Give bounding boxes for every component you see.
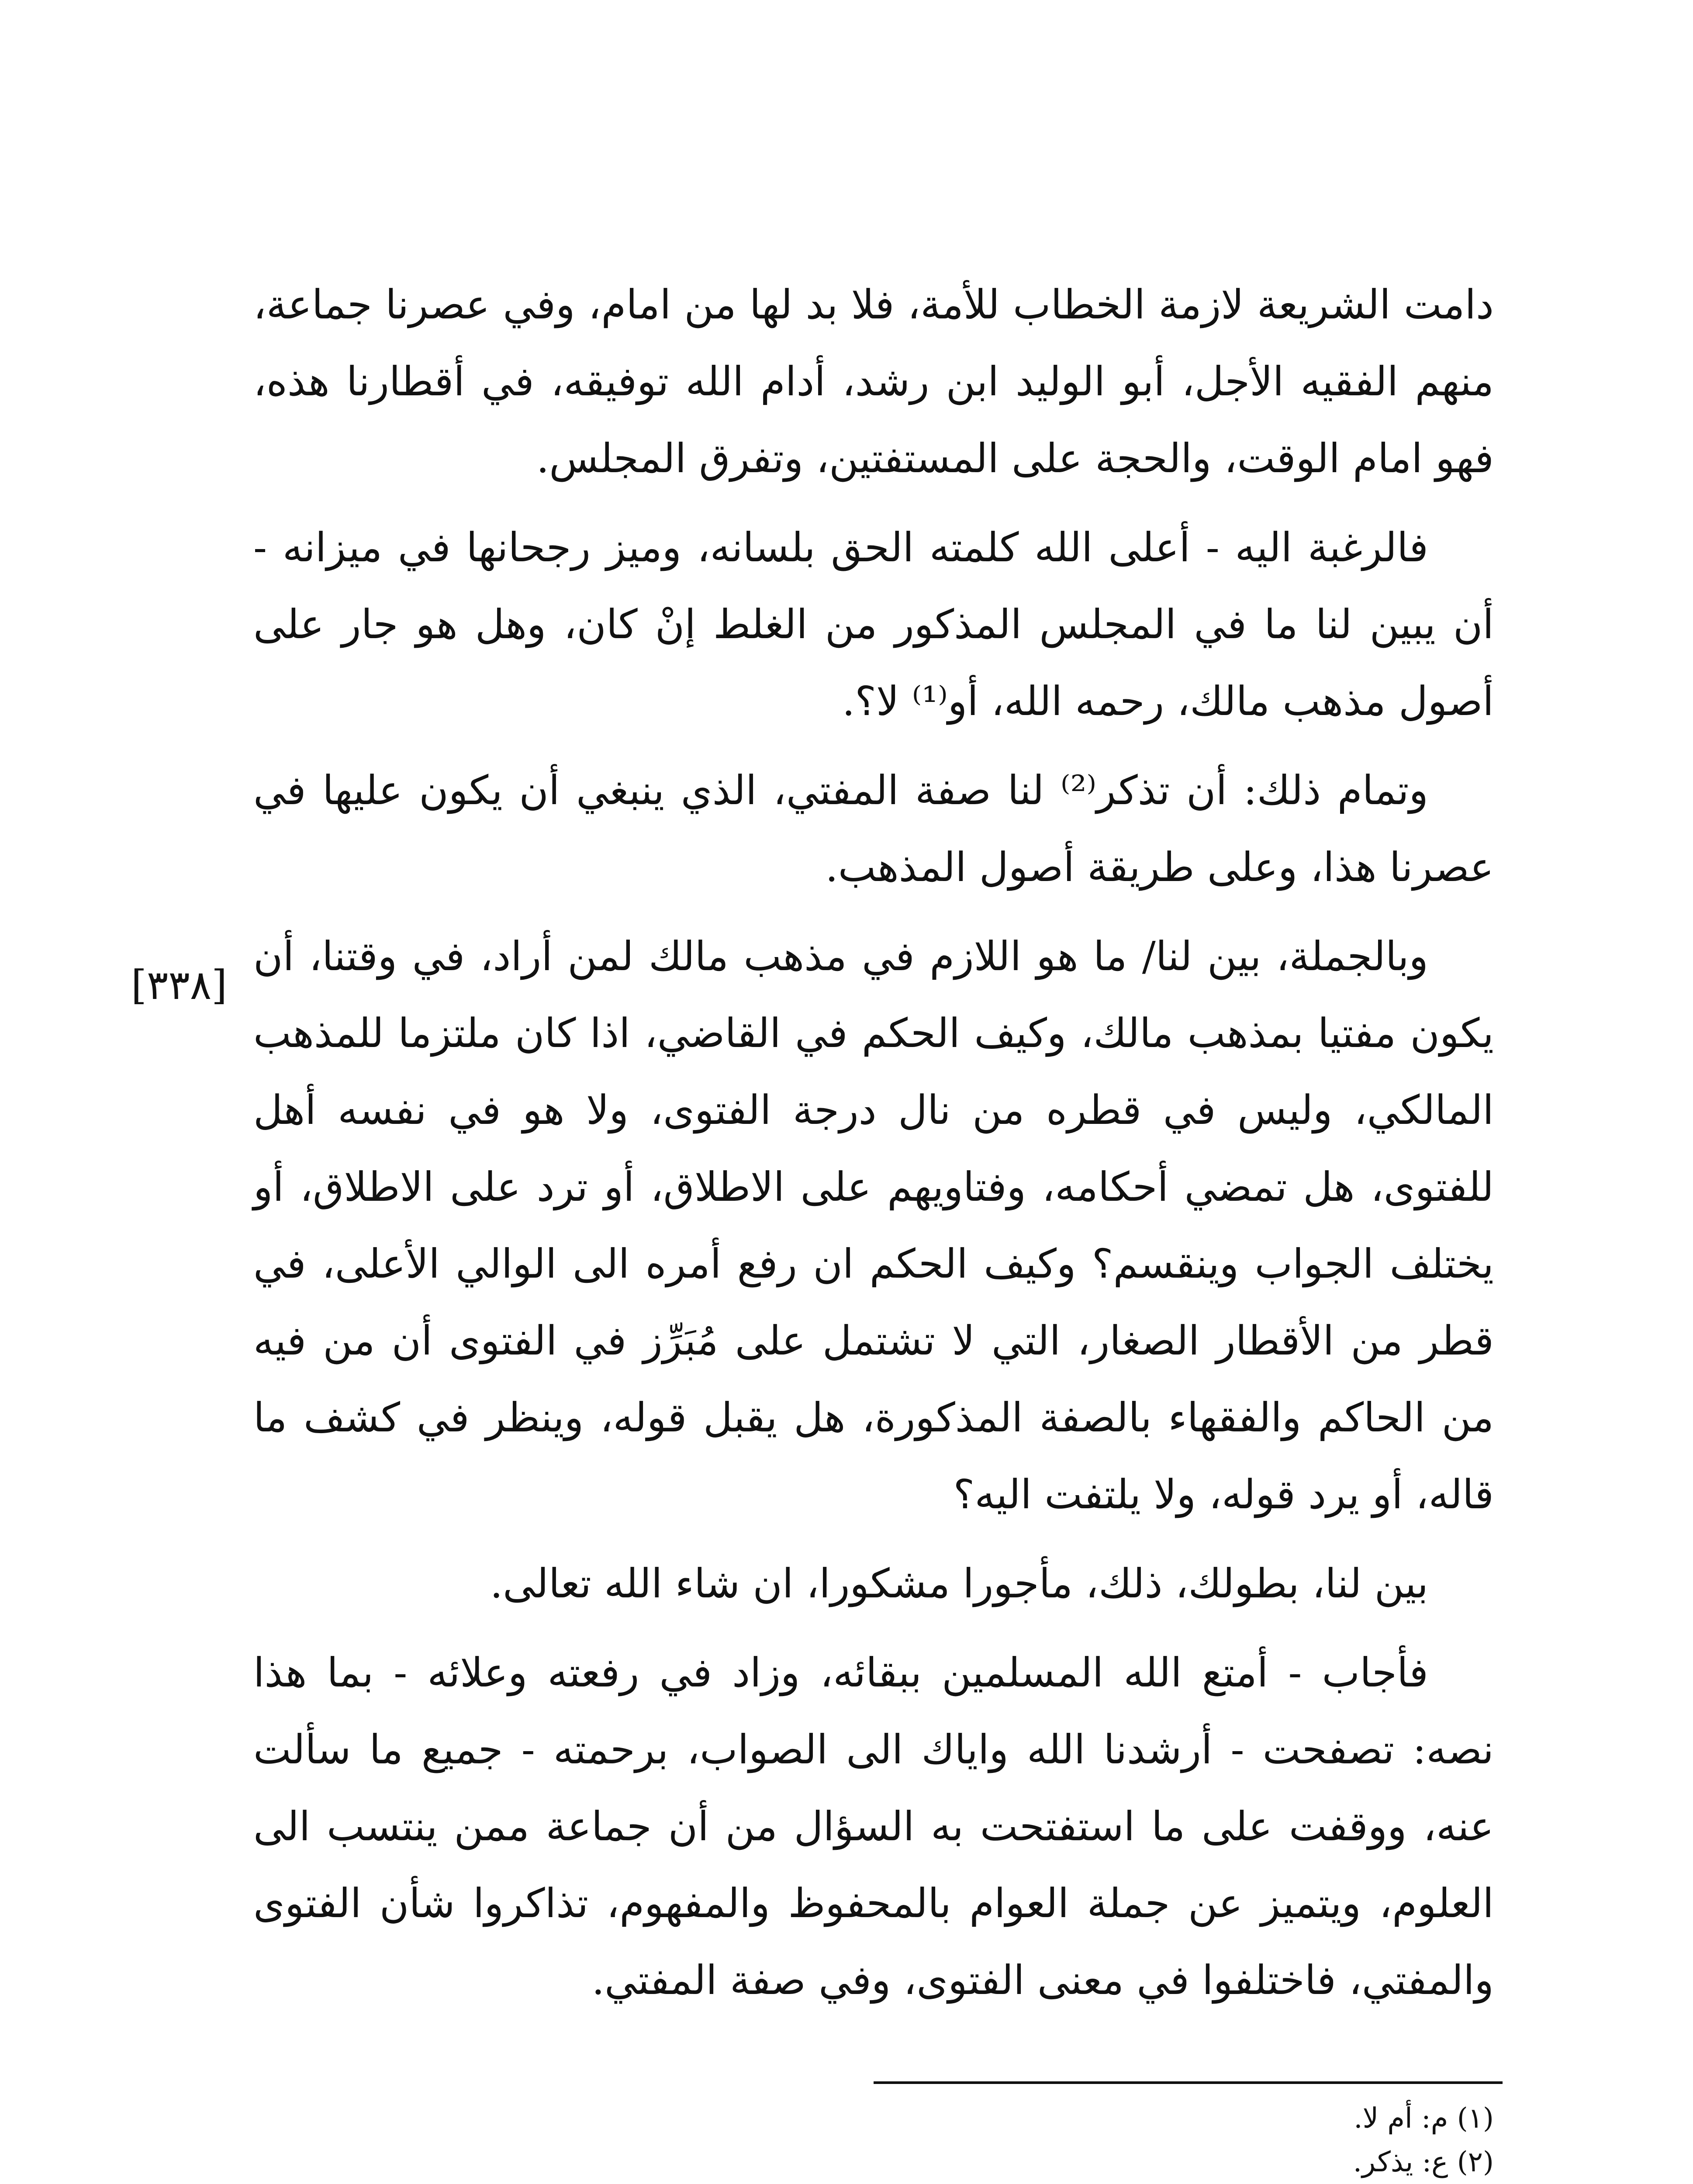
footnote-2: (٢) ع: يذكر. [1353, 2146, 1494, 2178]
paragraph-6: فأجاب - أمتع الله المسلمين ببقائه، وزاد في رفعته وعلائه - بما هذا نصه: تصفحت - أرشدنا الله واياك الى الصواب، برحمته - جميع ما سألت عنه، ووقفت على ما استفتحت به السؤال من أن جماعة ممن ينتسب الى العلوم، ويتميز عن جملة العوام بالمحفوظ والمفهوم، تذاكروا شأن الفتوى والمفتي، فاختلفوا في معنى الفتوى، وفي صفة المفتي. [253, 1649, 1494, 2004]
paragraph-3: وتمام ذلك: أن تذكر⁽²⁾ لنا صفة المفتي، الذي ينبغي أن يكون عليها في عصرنا هذا، وعلى طريقة أصول المذهب. [253, 767, 1494, 891]
paragraph-4: وبالجملة، بين لنا/ ما هو اللازم في مذهب مالك لمن أراد، في وقتنا، أن يكون مفتيا بمذهب مالك، وكيف الحكم في القاضي، اذا كان ملتزما للمذهب المالكي، وليس في قطره من نال درجة الفتوى، ولا هو في نفسه أهل للفتوى، هل تمضي أحكامه، وفتاويهم على الاطلاق، أو ترد على الاطلاق، أو يختلف الجواب وينقسم؟ وكيف الحكم ان رفع أمره الى الوالي الأعلى، في قطر من الأقطار الصغار، التي لا تشتمل على مُبَرِّز في الفتوى أن من فيه من الحاكم والفقهاء بالصفة المذكورة، هل يقبل قوله، وينظر في كشف ما قاله، أو يرد قوله، ولا يلتفت اليه؟ [253, 933, 1494, 1518]
paragraph-2: فالرغبة اليه - أعلى الله كلمته الحق بلسانه، وميز رجحانها في ميزانه - أن يبين لنا ما في المجلس المذكور من الغلط إنْ كان، وهل هو جار على أصول مذهب مالك، رحمه الله، أو⁽¹⁾ لا؟. [253, 524, 1494, 725]
paragraph-1: دامت الشريعة لازمة الخطاب للأمة، فلا بد لها من امام، وفي عصرنا جماعة، منهم الفقيه الأجل، أبو الوليد ابن رشد، أدام الله توفيقه، في أقطارنا هذه، فهو امام الوقت، والحجة على المستفتين، وتفرق المجلس. [253, 281, 1494, 482]
footnotes [1136, 2097, 1494, 2184]
paragraph-5: بين لنا، بطولك، ذلك، مأجورا مشكورا، ان شاء الله تعالى. [490, 1560, 1428, 1607]
footnote-separator [874, 2081, 1503, 2084]
margin-page-reference: [٣٣٨] [131, 962, 228, 1009]
main-text [253, 266, 1494, 2031]
footnote-1: (١) م: أم لا. [1354, 2102, 1494, 2135]
